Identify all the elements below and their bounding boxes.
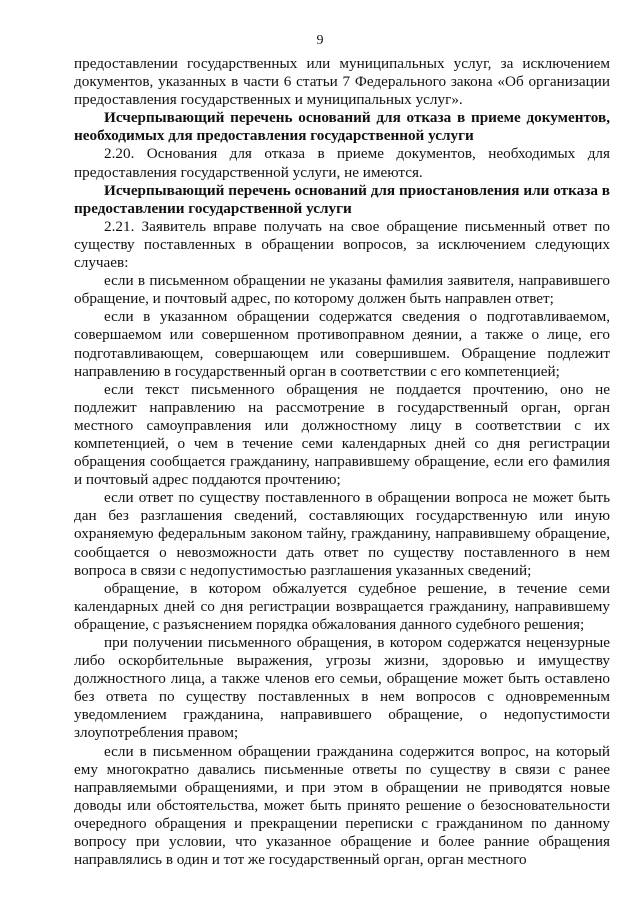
document-body	[74, 55, 610, 869]
case-item: при получении письменного обращения, в котором содержатся нецензурные либо оскорбительные выражения, угрозы жизни, здоровью и имуществу должностного лица, а также членов его семьи, обращение может быть оставлено без ответа по существу поставленных в нем вопросов с одновременным уведомлением гражданина, направившего обращение, о недопустимости злоупотребления правом;	[74, 634, 610, 742]
clause-2-21: 2.21. Заявитель вправе получать на свое обращение письменный ответ по существу поставленных в обращении вопросов, за исключением следующих случаев:	[74, 217, 610, 272]
section-heading-suspension-refusal: Исчерпывающий перечень оснований для приостановления или отказа в предоставлении государственной услуги	[74, 181, 610, 217]
clause-2-20: 2.20. Основания для отказа в приеме документов, необходимых для предоставления государственной услуги, не имеются.	[74, 145, 610, 181]
case-item: если текст письменного обращения не поддается прочтению, оно не подлежит направлению на рассмотрение в государственный орган, орган местного самоуправления или должностному лицу в соответствии с их компетенцией, о чем в течение семи календарных дней со дня регистрации обращения сообщается гражданину, направившему обращение, если его фамилия и почтовый адрес поддаются прочтению;	[74, 380, 610, 489]
page-number: 9	[316, 33, 324, 48]
case-item: если в указанном обращении содержатся сведения о подготавливаемом, совершаемом или совершенном противоправном деянии, а также о лице, его подготавливающем, совершающем или совершившем. Обращение подлежит направлению в государственный орган в соответствии с его компетенцией;	[74, 308, 610, 380]
section-heading-refusal-documents: Исчерпывающий перечень оснований для отказа в приеме документов, необходимых для предоставления государственной услуги	[74, 109, 610, 145]
case-item: если ответ по существу поставленного в обращении вопроса не может быть дан без разглашения сведений, составляющих государственную или иную охраняемую федеральным законом тайну, гражданину, направившему обращение, сообщается о невозможности дать ответ по существу поставленного в нем вопроса в связи с недопустимостью разглашения указанных сведений;	[74, 489, 610, 579]
case-item: если в письменном обращении гражданина содержится вопрос, на который ему многократно давались письменные ответы по существу в связи с ранее направляемыми обращениями, и при этом в обращении не приводятся новые доводы или обстоятельства, может быть принято решение о безосновательности очередного обращения и прекращении переписки с гражданином по данному вопросу при условии, что указанное обращение и более ранние обращения направлялись в один и тот же государственный орган, орган местного	[74, 742, 610, 869]
case-item: обращение, в котором обжалуется судебное решение, в течение семи календарных дней со дня регистрации возвращается гражданину, направившему обращение, с разъяснением порядка обжалования данного судебного решения;	[74, 579, 610, 633]
continuation-paragraph: предоставлении государственных или муниципальных услуг, за исключением документов, указанных в части 6 статьи 7 Федерального закона «Об организации предоставления государственных и муниципальных услуг».	[74, 55, 610, 109]
case-item: если в письменном обращении не указаны фамилия заявителя, направившего обращение, и почтовый адрес, по которому должен быть направлен ответ;	[74, 272, 610, 308]
